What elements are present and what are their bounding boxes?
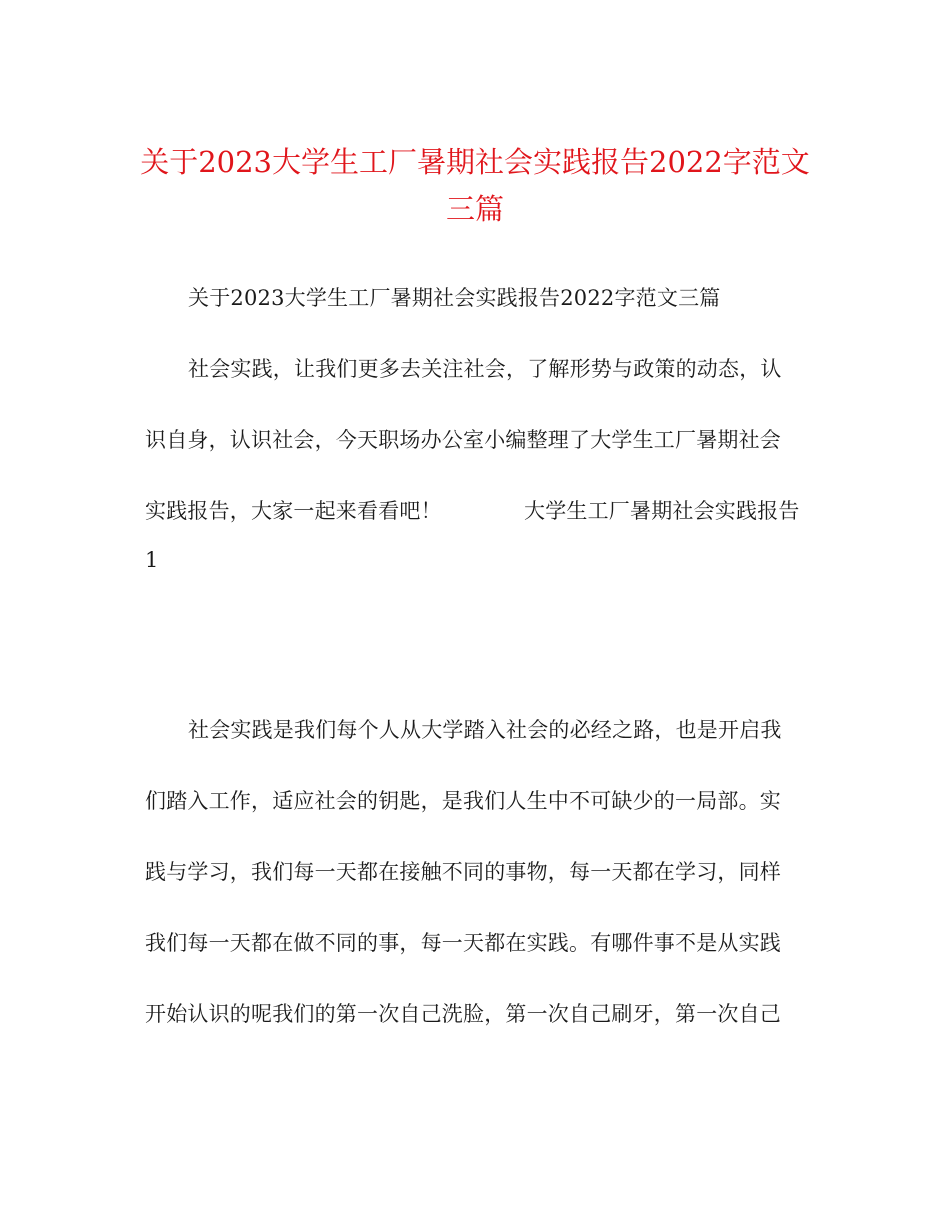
- paragraph-line: 们踏入工作，适应社会的钥匙，是我们人生中不可缺少的一局部。实: [145, 789, 781, 813]
- paragraph-line: 实践报告，大家一起来看看吧！: [145, 499, 442, 523]
- paragraph-line: 识自身，认识社会，今天职场办公室小编整理了大学生工厂暑期社会: [145, 428, 781, 452]
- document-title-line-1: 关于2023大学生工厂暑期社会实践报告2022字范文: [140, 145, 810, 179]
- paragraph-line: 践与学习，我们每一天都在接触不同的事物，每一天都在学习，同样: [145, 860, 781, 884]
- paragraph-line: 开始认识的呢我们的第一次自己洗脸，第一次自己刷牙，第一次自己: [145, 1002, 781, 1026]
- paragraph-line: 社会实践，让我们更多去关注社会，了解形势与政策的动态，认: [188, 357, 782, 381]
- document-subtitle: 关于2023大学生工厂暑期社会实践报告2022字范文三篇: [188, 286, 721, 310]
- paragraph-line: 社会实践是我们每个人从大学踏入社会的必经之路，也是开启我: [188, 718, 782, 742]
- document-title-line-2: 三篇: [445, 192, 504, 226]
- section-heading: 大学生工厂暑期社会实践报告: [524, 499, 800, 523]
- section-heading-number: 1: [145, 548, 159, 572]
- paragraph-line: 我们每一天都在做不同的事，每一天都在实践。有哪件事不是从实践: [145, 931, 781, 955]
